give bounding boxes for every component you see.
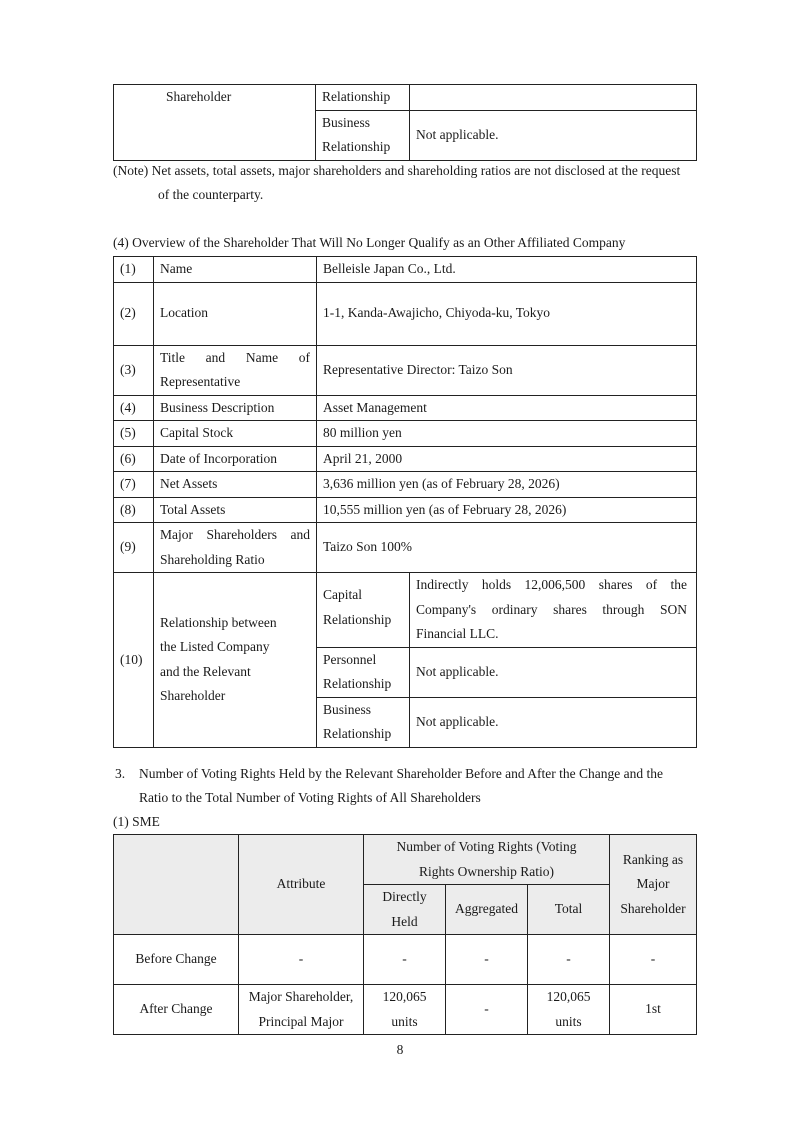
row-value: Taizo Son 100% [317,523,697,573]
row-num: (6) [114,446,154,472]
relationship-label: Relationship [316,85,410,111]
row-num: (1) [114,257,154,283]
row-value: April 21, 2000 [317,446,697,472]
header-aggregated: Aggregated [446,885,528,935]
cell-attribute: Major Shareholder, Principal Major [239,985,364,1035]
business-relationship-label: Business Relationship [317,697,410,747]
row-num: (7) [114,472,154,498]
shareholder-continuation-table [113,84,697,161]
row-label-before: Before Change [114,935,239,985]
cell-aggregated: - [446,985,528,1035]
section-4-title: (4) Overview of the Shareholder That Will No Longer Qualify as an Other Affiliated Company [113,235,626,250]
cell-directly: - [364,935,446,985]
cell-aggregated: - [446,935,528,985]
row-label: Capital Stock [154,421,317,447]
header-blank [114,835,239,935]
row-num: (9) [114,523,154,573]
row-label: Date of Incorporation [154,446,317,472]
shareholder-overview-table [113,256,697,748]
business-relationship-value: Not applicable. [410,697,697,747]
row-label: Total Assets [154,497,317,523]
header-total: Total [528,885,610,935]
row-value: 10,555 million yen (as of February 28, 2026) [317,497,697,523]
cell-ranking: - [610,935,697,985]
section-3-heading-line-2: Ratio to the Total Number of Voting Rights of All Shareholders [139,790,481,805]
personnel-relationship-label: Personnel Relationship [317,647,410,697]
row-value: Asset Management [317,395,697,421]
business-relationship-value: Not applicable. [410,110,697,160]
row-label: Name [154,257,317,283]
page-number: 8 [396,1042,404,1057]
cell-attribute: - [239,935,364,985]
personnel-relationship-value: Not applicable. [410,647,697,697]
section-3-sub: (1) SME [113,814,160,829]
row-label: Location [154,282,317,345]
row-label: Net Assets [154,472,317,498]
row-label: Relationship between the Listed Company and the Relevant Shareholder [154,573,317,748]
relationship-value [410,85,697,111]
header-ranking: Ranking as Major Shareholder [610,835,697,935]
cell-directly: 120,065 units [364,985,446,1035]
row-value: 3,636 million yen (as of February 28, 2026) [317,472,697,498]
shareholder-label: Shareholder [114,85,316,161]
cell-total: - [528,935,610,985]
row-num: (3) [114,345,154,395]
section-3-number: 3. [115,766,126,781]
row-value: 1-1, Kanda-Awajicho, Chiyoda-ku, Tokyo [317,282,697,345]
row-value: Representative Director: Taizo Son [317,345,697,395]
row-num: (10) [114,573,154,748]
capital-relationship-value: Indirectly holds 12,006,500 shares of the Company's ordinary shares through SON Financial LLC. [410,573,697,648]
section-3-heading-line-1: Number of Voting Rights Held by the Relevant Shareholder Before and After the Change and the [139,766,664,781]
row-num: (5) [114,421,154,447]
business-relationship-label: Business Relationship [316,110,410,160]
row-value: 80 million yen [317,421,697,447]
cell-total: 120,065 units [528,985,610,1035]
row-value: Belleisle Japan Co., Ltd. [317,257,697,283]
header-voting-rights: Number of Voting Rights (Voting Rights Ownership Ratio) [364,835,610,885]
header-attribute: Attribute [239,835,364,935]
row-num: (8) [114,497,154,523]
row-label: Business Description [154,395,317,421]
note-line-1: (Note) Net assets, total assets, major shareholders and shareholding ratios are not disclosed at the request [113,163,681,178]
cell-ranking: 1st [610,985,697,1035]
row-label: Title and Name of Representative [154,345,317,395]
row-label-after: After Change [114,985,239,1035]
header-directly-held: Directly Held [364,885,446,935]
voting-rights-table [113,834,697,1035]
row-num: (2) [114,282,154,345]
row-label: Major Shareholders and Shareholding Ratio [154,523,317,573]
capital-relationship-label: Capital Relationship [317,573,410,648]
row-num: (4) [114,395,154,421]
note-line-2: of the counterparty. [158,187,264,202]
